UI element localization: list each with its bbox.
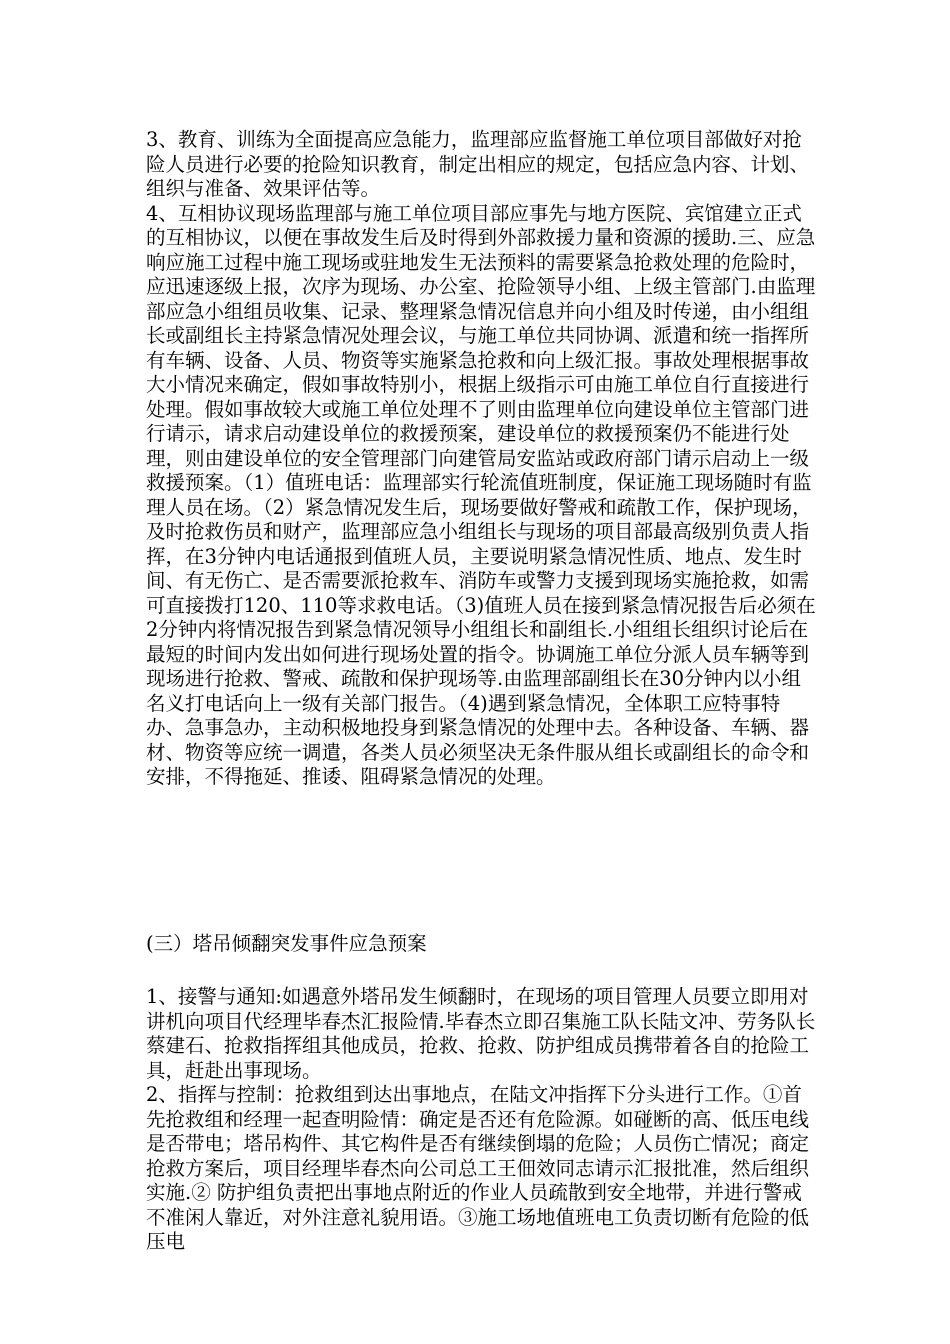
body-text-top (146, 128, 816, 790)
paragraph-command-control: 2、指挥与控制：抢救组到达出事地点，在陆文冲指挥下分头进行工作。①首先抢救组和经理一起查明险情：确定是否还有危险源。如碰断的高、低压电线是否带电；塔吊构件、其它构件是否有继续倒塌的危险；人员伤亡情况；商定抢救方案后，项目经理毕春杰向公司总工王佃效同志请示汇报批准，然后组织实施.② 防护组负责把出事地点附近的作业人员疏散到安全地带，并进行警戒不准闲人靠近，对外注意礼貌用语。③施工场地值班电工负责切断有危险的低压电 (146, 1083, 810, 1253)
section-heading: (三）塔吊倾翻突发事件应急预案 (146, 932, 427, 955)
paragraph-mutual-agreement: 4、互相协议现场监理部与施工单位项目部应事先与地方医院、宾馆建立正式的互相协议，以便在事故发生后及时得到外部救援力量和资源的援助.三、应急响应施工过程中施工现场或驻地发生无法预料的需要紧急抢救处理的危险时，应迅速逐级上报，次序为现场、办公室、抢险领导小组、上级主管部门.由监理部应急小组组员收集、记录、整理紧急情况信息并向小组及时传递，由小组组长或副组长主持紧急情况处理会议，与施工单位共同协调、派遣和统一指挥所有车辆、设备、人员、物资等实施紧急抢救和向上级汇报。事故处理根据事故大小情况来确定，假如事故特别小，根据上级指示可由施工单位自行直接进行处理。假如事故较大或施工单位处理不了则由监理单位向建设单位主管部门进行请示，请求启动建设单位的救援预案，建设单位的救援预案仍不能进行处理，则由建设单位的安全管理部门向建管局安监站或政府部门请示启动上一级救援预案。（1）值班电话：监理部实行轮流值班制度，保证施工现场随时有监理人员在场。（2）紧急情况发生后，现场要做好警戒和疏散工作，保护现场，及时抢救伤员和财产，监理部应急小组组长与现场的项目部最高级别负责人指挥，在3分钟内电话通报到值班人员，主要说明紧急情况性质、地点、发生时间、有无伤亡、是否需要派抢救车、消防车或警力支援到现场实施抢救，如需可直接拨打120、110等求救电话。（3)值班人员在接到紧急情况报告后必须在2分钟内将情况报告到紧急情况领导小组组长和副组长.小组组长组织讨论后在最短的时间内发出如何进行现场处置的指令。协调施工单位分派人员车辆等到现场进行抢救、警戒、疏散和保护现场等.由监理部副组长在30分钟内以小组名义打电话向上一级有关部门报告。（4)遇到紧急情况，全体职工应特事特办、急事急办，主动积极地投身到紧急情况的处理中去。各种设备、车辆、器材、物资等应统一调遣，各类人员必须坚决无条件服从组长或副组长的命令和安排，不得拖延、推诿、阻碍紧急情况的处理。 (146, 201, 816, 788)
paragraph-education-training: 3、教育、训练为全面提高应急能力，监理部应监督施工单位项目部做好对抢险人员进行必要的抢险知识教育，制定出相应的规定，包括应急内容、计划、组织与准备、效果评估等。 (146, 128, 810, 200)
body-text-bottom (146, 985, 816, 1255)
paragraph-alarm-notification: 1、接警与通知:如遇意外塔吊发生倾翻时，在现场的项目管理人员要立即用对讲机向项目代经理毕春杰汇报险情.毕春杰立即召集施工队长陆文冲、劳务队长蔡建石、抢救指挥组其他成员，抢救、抢救、防护组成员携带着各自的抢险工具，赶赴出事现场。 (146, 985, 816, 1082)
section-heading-block (146, 932, 816, 957)
